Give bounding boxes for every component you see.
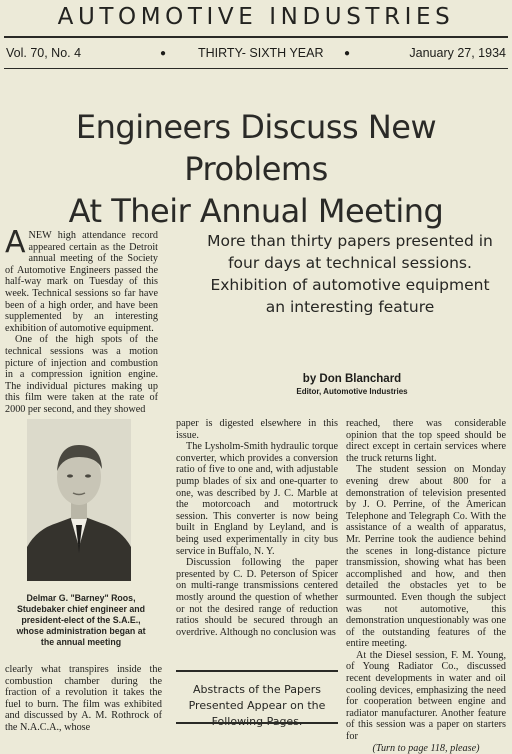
headline-line: At Their Annual Meeting bbox=[68, 192, 444, 230]
paragraph: One of the high spots of the technical sessions was a motion picture of injection and combustion in a compression ignition engine. The individual pictures making up this film were taken at the rate of 2000 per second, and they showed bbox=[5, 334, 158, 415]
paragraph: The student session on Monday evening drew about 800 for a demonstration of television presented by J. O. Perrine, of the American Telephone and Telegraph Co. With the assistance of a wealth of apparatus, Mr. Perrine took the audience behind the scenes in long-distance picture transmission, showing what has been accomplished and how, and then detailed the obstacles yet to be surmounted. Even though the subject was not automotive, this demonstration unquestionably was one of the outstanding features of the entire meeting. bbox=[346, 464, 506, 650]
paragraph: Discussion following the paper presented by C. D. Peterson of Spicer on multi-range transmissions centered mostly around the question of whether or not the desired range of reduction ratios should be secured through an overdrive. Although no conclusion was bbox=[176, 557, 338, 638]
eye-shape bbox=[85, 474, 91, 477]
paragraph: clearly what transpires inside the combustion chamber during the fraction of a revolution it takes the fuel to burn. The film was exhibited and discussed by A. M. Rothrock of the N.A.C.A., whose bbox=[5, 664, 162, 733]
byline-role: Editor, Automotive Industries bbox=[296, 387, 408, 396]
photo-caption: Delmar G. "Barney" Roos, Studebaker chief engineer and president-elect of the S.A.E., whose administration began at the annual meeting bbox=[16, 593, 146, 647]
article-deck: More than thirty papers presented in four days at technical sessions. Exhibition of automotive equipment an interesting feature bbox=[207, 232, 493, 316]
box-rule-bottom bbox=[176, 722, 338, 724]
portrait-illustration bbox=[27, 419, 131, 581]
article-headline bbox=[0, 106, 512, 232]
box-rule-top bbox=[176, 670, 338, 672]
bullet-separator: ● bbox=[160, 48, 167, 59]
drop-cap: A bbox=[5, 225, 26, 260]
headline-line: Engineers Discuss New Problems bbox=[75, 108, 437, 188]
column-1-top bbox=[5, 225, 158, 416]
bullet-separator: ● bbox=[344, 48, 351, 59]
paragraph: reached, there was considerable opinion that the top speed should be direct except in certain services where the truck returns light. bbox=[346, 418, 506, 464]
issue-volume: Vol. 70, No. 4 bbox=[6, 46, 82, 60]
masthead-rule bbox=[4, 36, 508, 38]
portrait-photo bbox=[27, 419, 131, 581]
masthead-title: AUTOMOTIVE INDUSTRIES bbox=[57, 4, 455, 30]
issue-line bbox=[6, 46, 506, 64]
column-3 bbox=[346, 418, 506, 754]
byline-author: by Don Blanchard bbox=[302, 373, 402, 385]
column-1-bottom bbox=[5, 664, 162, 734]
issue-rule bbox=[4, 68, 508, 69]
byline bbox=[292, 373, 412, 396]
paragraph: paper is digested elsewhere in this issue. bbox=[176, 418, 338, 441]
column-2 bbox=[176, 418, 338, 638]
abstracts-box: Abstracts of the Papers Presented Appear on the bbox=[188, 683, 326, 712]
eye-shape bbox=[67, 474, 73, 477]
continuation-note: (Turn to page 118, please) bbox=[372, 742, 480, 754]
issue-year: THIRTY- SIXTH YEAR bbox=[198, 46, 324, 60]
paragraph-text: NEW high attendance record appeared certain as the Detroit annual meeting of the Society of Automotive Engineers passed the half-way mark on Tuesday of this week. Technical sessions so far have been of a high order, and have been supplemented by an interesting exhibition of automotive equipment. bbox=[5, 230, 158, 334]
paragraph: The Lysholm-Smith hydraulic torque converter, which provides a conversion ratio of five to one and, with adjustable pump blades of six and one-quarter to one, was described by J. C. Marble at the motorcoach and motortruck session. This converter is now being built in England by Leyland, and is being used experimentally in city bus service in Buffalo, N. Y. bbox=[176, 441, 338, 557]
paragraph bbox=[5, 225, 158, 334]
issue-date: January 27, 1934 bbox=[409, 46, 506, 60]
paragraph: At the Diesel session, F. M. Young, of Young Radiator Co., discussed recent developments in water and oil cooling devices, emphasizing the need for cooperation between engine and radiator manufacturer. Another feature of this session was a paper on starters for bbox=[346, 649, 506, 743]
